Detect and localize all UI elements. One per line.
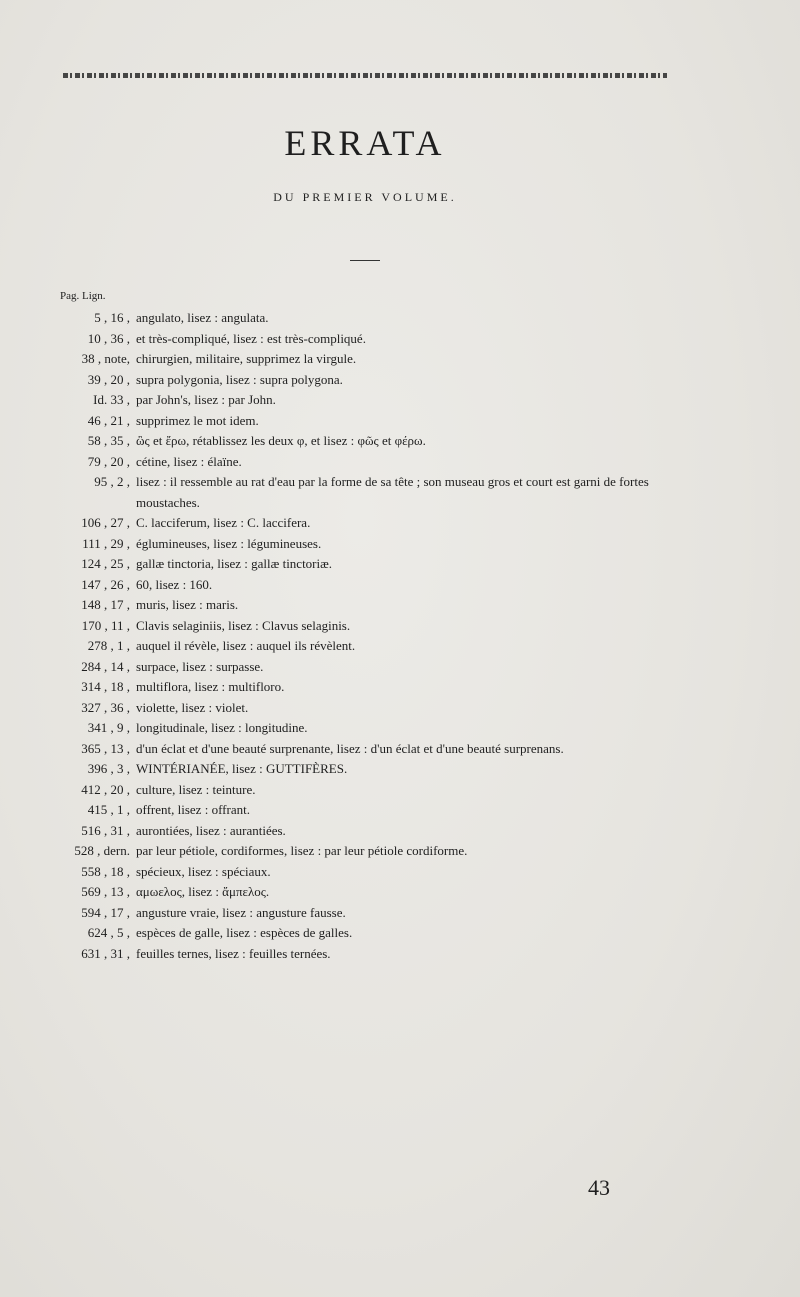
entry-reference: 10 , 36 , xyxy=(87,330,130,346)
errata-entry xyxy=(0,677,800,698)
entry-correction: muris, lisez : maris. xyxy=(136,597,239,612)
entry-reference: 38 , note, xyxy=(81,351,130,366)
entry-reference: 341 , 9 , xyxy=(87,720,130,735)
errata-entry xyxy=(0,657,800,678)
entry-reference: 79 , 20 , xyxy=(87,453,130,469)
errata-entry xyxy=(0,472,800,513)
page-number: 43 xyxy=(588,1175,610,1200)
entry-reference: 558 , 18 , xyxy=(81,863,130,879)
errata-entry xyxy=(0,616,800,637)
entry-reference: 95 , 2 , xyxy=(94,474,130,489)
entry-correction: et très-compliqué, lisez : est très-compliqué. xyxy=(136,330,366,346)
entry-correction: par leur pétiole, cordiformes, lisez : par leur pétiole cordiforme. xyxy=(136,843,468,858)
entry-correction: par John's, lisez : par John. xyxy=(136,392,276,407)
entry-reference: 5 , 16 , xyxy=(94,310,130,325)
errata-entry xyxy=(0,411,800,432)
entry-correction: lisez : il ressemble au rat d'eau par la forme de sa tête ; son museau gros et court est garni de fortes moustaches. xyxy=(136,474,649,510)
entry-correction: angusture vraie, lisez : angusture fausse. xyxy=(136,904,346,920)
entry-reference: 39 , 20 , xyxy=(87,371,130,387)
errata-entry xyxy=(0,575,800,596)
entry-correction: multiflora, lisez : multifloro. xyxy=(136,679,285,694)
errata-entry xyxy=(0,739,800,760)
errata-entry xyxy=(0,534,800,555)
entry-reference: 624 , 5 , xyxy=(87,925,130,940)
errata-entry xyxy=(0,452,800,473)
page-title: ERRATA xyxy=(284,123,446,163)
entry-correction: supprimez le mot idem. xyxy=(136,412,259,428)
errata-entry xyxy=(0,349,800,370)
entry-reference: 314 , 18 , xyxy=(81,679,130,694)
errata-entry xyxy=(0,759,800,780)
entry-reference: 284 , 14 , xyxy=(81,658,130,674)
entry-reference: 327 , 36 , xyxy=(81,699,130,715)
entry-correction: espèces de galle, lisez : espèces de galles. xyxy=(136,925,353,940)
entry-correction: Clavis selaginiis, lisez : Clavus selaginis. xyxy=(136,617,351,633)
errata-entry xyxy=(0,718,800,739)
entry-reference: 396 , 3 , xyxy=(87,761,130,776)
errata-entry xyxy=(0,800,800,821)
entry-correction: offrent, lisez : offrant. xyxy=(136,802,250,817)
entry-reference: 111 , 29 , xyxy=(82,535,130,551)
errata-entry xyxy=(0,390,800,411)
errata-entry xyxy=(0,821,800,842)
entry-reference: 528 , dern. xyxy=(74,843,130,858)
errata-entry xyxy=(0,862,800,883)
entry-reference: 594 , 17 , xyxy=(81,904,130,920)
entry-correction: spécieux, lisez : spéciaux. xyxy=(136,863,271,879)
entry-reference: 58 , 35 , xyxy=(87,433,130,448)
entry-reference: 516 , 31 , xyxy=(81,822,130,838)
entry-correction: auquel il révèle, lisez : auquel ils révèlent. xyxy=(136,638,356,653)
page-subtitle: DU PREMIER VOLUME. xyxy=(273,190,457,204)
entry-reference: Id. 33 , xyxy=(93,392,130,407)
entry-reference: 147 , 26 , xyxy=(81,576,130,592)
errata-entry xyxy=(0,513,800,534)
entry-correction: aurontiées, lisez : aurantiées. xyxy=(136,822,286,838)
entry-correction: supra polygonia, lisez : supra polygona. xyxy=(136,371,343,387)
entry-reference: 415 , 1 , xyxy=(87,802,130,817)
entry-correction: ὢς et ἔρω, rétablissez les deux φ, et lisez : φῶς et φέρω. xyxy=(136,433,426,448)
entry-reference: 569 , 13 , xyxy=(81,884,130,899)
errata-entry xyxy=(0,841,800,862)
errata-entry xyxy=(0,944,800,965)
title-divider xyxy=(350,260,380,261)
errata-entry xyxy=(0,636,800,657)
entry-reference: 170 , 11 , xyxy=(81,617,130,633)
entry-reference: 148 , 17 , xyxy=(81,597,130,612)
errata-entry xyxy=(0,554,800,575)
entry-correction: 60, lisez : 160. xyxy=(136,576,213,592)
entry-correction: C. lacciferum, lisez : C. laccifera. xyxy=(136,515,311,530)
errata-entry xyxy=(0,903,800,924)
errata-entry xyxy=(0,698,800,719)
entry-correction: églumineuses, lisez : légumineuses. xyxy=(136,535,322,551)
entry-reference: 46 , 21 , xyxy=(87,412,130,428)
entry-correction: cétine, lisez : élaïne. xyxy=(136,453,242,469)
entry-reference: 412 , 20 , xyxy=(81,781,130,797)
errata-entry xyxy=(0,923,800,944)
decorative-rule xyxy=(63,70,667,80)
entry-correction: longitudinale, lisez : longitudine. xyxy=(136,720,308,735)
entry-correction: feuilles ternes, lisez : feuilles ternées. xyxy=(136,945,331,961)
entry-correction: chirurgien, militaire, supprimez la virgule. xyxy=(136,351,357,366)
entry-correction: culture, lisez : teinture. xyxy=(136,781,256,797)
entry-reference: 278 , 1 , xyxy=(87,638,130,653)
errata-entry xyxy=(0,780,800,801)
errata-entry xyxy=(0,329,800,350)
entry-reference: 365 , 13 , xyxy=(81,740,130,756)
entry-correction: WINTÉRIANÉE, lisez : GUTTIFÈRES. xyxy=(136,761,348,776)
entry-correction: d'un éclat et d'une beauté surprenante, lisez : d'un éclat et d'une beauté surprenans. xyxy=(136,740,564,756)
entry-correction: violette, lisez : violet. xyxy=(136,699,249,715)
entry-reference: 106 , 27 , xyxy=(81,515,130,530)
entry-reference: 631 , 31 , xyxy=(81,945,130,961)
errata-entry xyxy=(0,431,800,452)
entry-reference: 124 , 25 , xyxy=(81,556,130,571)
entry-correction: surpace, lisez : surpasse. xyxy=(136,658,264,674)
entry-correction: angulato, lisez : angulata. xyxy=(136,310,269,325)
errata-entry xyxy=(0,370,800,391)
column-header: Pag. Lign. xyxy=(60,290,106,302)
entry-correction: αμωελος, lisez : ἄμπελος. xyxy=(136,884,270,899)
errata-list xyxy=(0,308,800,964)
entry-correction: gallæ tinctoria, lisez : gallæ tinctoriæ. xyxy=(136,556,333,571)
errata-entry xyxy=(0,882,800,903)
errata-entry xyxy=(0,595,800,616)
errata-entry xyxy=(0,308,800,329)
